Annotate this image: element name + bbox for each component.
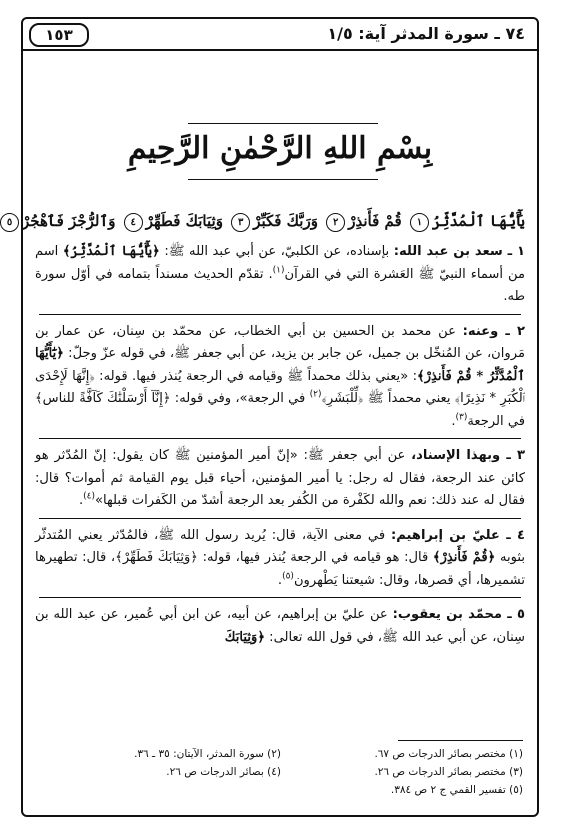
divider xyxy=(39,597,521,598)
basmala: بِسْمِ اللهِ الرَّحْمٰنِ الرَّحِيمِ xyxy=(127,131,433,166)
entry-1: ١ ـ سعد بن عبد الله: بإسناده، عن الكلبيّ، عن أبي عبد الله ﷺ: ﴿يَٰٓأَيُّهَا ٱلْمُدَّثِّرُ﴾ اسم من أسماء النبيّ ﷺ العَشرة التي في القرآن$^{(١)}$. تقدّم الحديث مسنداً بتمامه في أوّل سورة طه. xyxy=(35,244,526,304)
entry-5: ٥ ـ محمّد بن يعقوب: عن عليّ بن إبراهيم، عن أبيه، عن ابن أبي عُمير، عن عبد الله بن سِنان، عن أبي عبد الله ﷺ، في قول الله تعالى: ﴿وَثِيَابَكَ xyxy=(35,607,525,645)
entry-4: ٤ ـ عليّ بن إبراهيم: في معنى الآية، قال: يُريد رسول الله ﷺ، فالمُدّثر يعني المُتدثّر بثوبه ﴿قُمْ فَأَنذِرْ﴾ قال: هو قيامه في الرجعة يُنذر فيها، قوله: ﴿وَثِيَابَكَ فَطَهِّرْ﴾، قال: تطهيرها تشميرها، أي قصرها، وقال: شيعتنا يَطْهرون$^{(٥)}$. xyxy=(35,527,525,588)
footnote-ref: (١) xyxy=(272,265,285,276)
divider xyxy=(39,314,521,315)
entry-3: ٣ ـ وبهذا الإسناد، عن أبي جعفر ﷺ: «إنّ أمير المؤمنين ﷺ كان يقول: إنّ المُدّثر هو كائن عند الرجعة، فقال له رجل: يا أمير المؤمنين، أحياء قبل يوم القيامة ثم أموات؟ قال: فقال له عند ذلك: نعم والله لكَفْرة من الكُفر بعد الرجعة أشدّ من الكَفرات قبلها»$^{(٤)}$. xyxy=(35,448,525,508)
footnote-ref: (٢) xyxy=(309,389,322,400)
footnote: (٤) بصائر الدرجات ص ٢٦. xyxy=(166,766,281,778)
divider xyxy=(39,438,521,439)
divider xyxy=(39,518,521,519)
footnote: (٣) مختصر بصائر الدرجات ص ٢٦. xyxy=(374,766,523,778)
page-number: ١٥٣ xyxy=(29,23,89,47)
verse-number: ٥ xyxy=(0,213,19,232)
entry-2: ٢ ـ وعنه: عن محمد بن الحسين بن أبي الخطاب، عن محمّد بن سِنان، عن عمار بن مَروان، عن المُنخّل بن جميل، عن جابر بن يزيد، عن أبي جعفر ﷺ، في قوله عزّ وجلّ: ﴿يَٰٓأَيُّهَا ٱلْمُدَّثِّرُ * قُمْ فَأَنذِرْ﴾: «يعني بذلك محمداً ﷺ وقيامه في الرجعة يُنذر فيها. قوله: ﴿إِنَّهَا لَإِحْدَى ٱلْكُبَرِ * نَذِيرًا﴾ يعني محمداً ﷺ ﴿لِّلْبَشَرِ﴾$^{(٢)}$ في الرجعة»، وفي قوله: ﴿إِنَّآ أَرْسَلْنَٰكَ كَآفَّةً للناس﴾ في الرجعة$^{(٣)}$. xyxy=(35,323,525,429)
verse-number: ١ xyxy=(410,213,429,232)
footnotes xyxy=(39,745,523,799)
verse: يَٰٓأَيُّهَا ٱلْمُدَّثِّرُ١ xyxy=(407,212,525,230)
basmala-rule-bottom xyxy=(188,179,378,180)
footnote: (٥) تفسير القمي ج ٢ ص ٣٨٤. xyxy=(390,784,523,796)
footnote: (٢) سورة المدثر، الآيتان: ٣٥ ـ ٣٦. xyxy=(134,748,281,760)
footnote-rule xyxy=(398,740,523,741)
commentary-body xyxy=(35,241,525,649)
verse: قُمْ فَأَنذِرْ٢ xyxy=(323,212,401,230)
verse-number: ٢ xyxy=(326,213,345,232)
verses-line xyxy=(6,212,525,232)
page-frame xyxy=(6,17,539,817)
verse: وَرَبَّكَ فَكَبِّرْ٣ xyxy=(228,212,318,230)
verse: وَثِيَابَكَ فَطَهِّرْ٤ xyxy=(121,212,223,230)
basmala-rule-top xyxy=(188,123,378,124)
verse: وَٱلرُّجْزَ فَٱهْجُرْ٥ xyxy=(0,212,115,230)
verse-number: ٤ xyxy=(124,213,143,232)
header-title: ٧٤ ـ سورة المدثر آية: ١/٥ xyxy=(327,24,525,43)
footnote-ref: (٤) xyxy=(83,491,95,502)
footnote-ref: (٣) xyxy=(455,412,468,423)
footnote: (١) مختصر بصائر الدرجات ص ٦٧. xyxy=(374,748,523,760)
verse-number: ٣ xyxy=(231,213,250,232)
page-header xyxy=(23,19,537,51)
footnote-ref: (٥) xyxy=(282,571,294,582)
